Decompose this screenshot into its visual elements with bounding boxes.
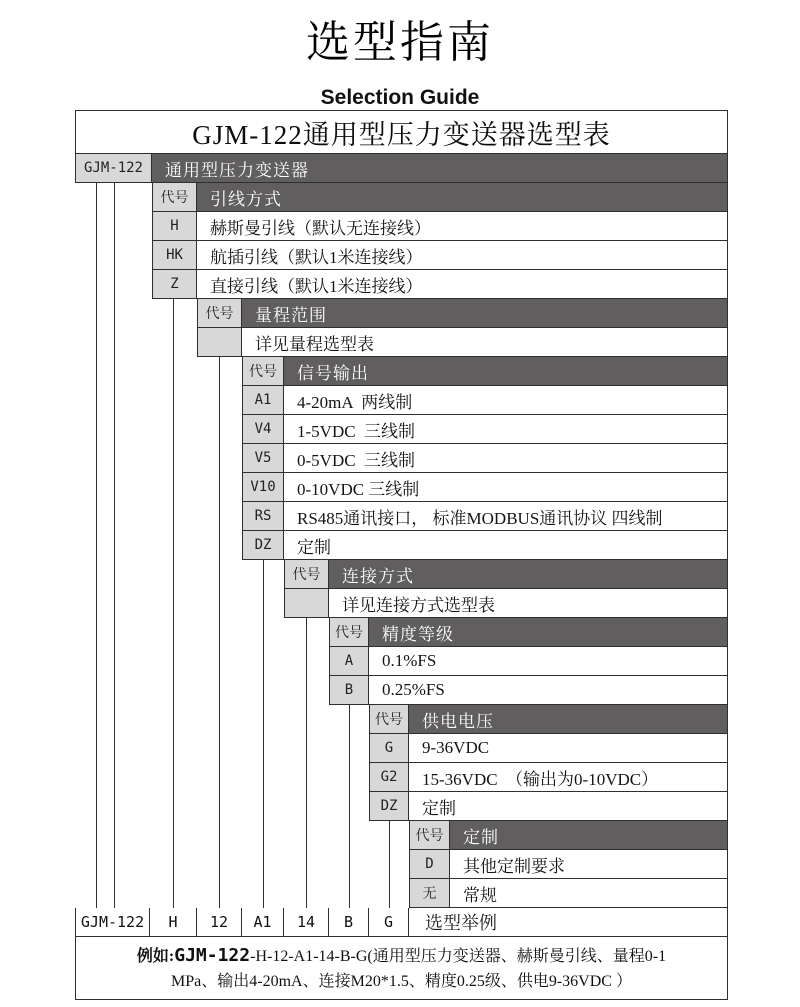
code-header-cell: 代号 — [197, 299, 242, 328]
example-cell: 14 — [284, 908, 329, 937]
group-header-row — [369, 705, 728, 734]
option-code: 无 — [409, 879, 450, 908]
option-row — [152, 270, 728, 299]
option-label: 航插引线（默认1米连接线） — [197, 241, 728, 270]
example-cell: A1 — [242, 908, 284, 937]
option-label: 详见连接方式选型表 — [329, 589, 728, 618]
option-label: 1-5VDC 三线制 — [284, 415, 728, 444]
table-title: GJM-122通用型压力变送器选型表 — [75, 110, 728, 154]
group-name: 量程范围 — [242, 299, 728, 328]
option-label: 定制 — [284, 531, 728, 560]
option-code — [284, 589, 329, 618]
group-name: 连接方式 — [329, 560, 728, 589]
connector-line — [306, 618, 307, 908]
group-name: 引线方式 — [197, 183, 728, 212]
group-header-row — [329, 618, 728, 647]
footer-line-1 — [137, 942, 666, 970]
option-code: G2 — [369, 763, 409, 792]
option-row — [369, 734, 728, 763]
option-code: HK — [152, 241, 197, 270]
code-header-cell: 代号 — [284, 560, 329, 589]
option-code: Z — [152, 270, 197, 299]
option-row — [369, 763, 728, 792]
page-title: 选型指南 — [306, 18, 494, 67]
connector-line — [114, 183, 115, 908]
option-code: D — [409, 850, 450, 879]
footer-model: GJM-122 — [174, 944, 251, 966]
footer-line1-rest: -H-12-A1-14-B-G(通用型压力变送器、赫斯曼引线、量程0-1 — [250, 947, 667, 965]
option-row — [409, 850, 728, 879]
option-label: 定制 — [409, 792, 728, 821]
example-cell: H — [150, 908, 197, 937]
option-row — [369, 792, 728, 821]
connector-line — [173, 299, 174, 908]
option-code: DZ — [242, 531, 284, 560]
option-row — [242, 473, 728, 502]
code-header-cell: 代号 — [329, 618, 369, 647]
option-row — [242, 444, 728, 473]
option-code: B — [329, 676, 369, 705]
option-label: 常规 — [450, 879, 728, 908]
group-name: 供电电压 — [409, 705, 728, 734]
example-cell: B — [329, 908, 369, 937]
selection-table — [75, 110, 728, 1000]
option-code: DZ — [369, 792, 409, 821]
connector-line — [96, 183, 97, 908]
table-title-row — [75, 110, 728, 154]
connector-line — [349, 705, 350, 908]
option-row — [152, 212, 728, 241]
option-code: V5 — [242, 444, 284, 473]
option-label: 4-20mA 两线制 — [284, 386, 728, 415]
option-label: 0-5VDC 三线制 — [284, 444, 728, 473]
group-header-row — [242, 357, 728, 386]
option-row — [242, 386, 728, 415]
example-cell-model: GJM-122 — [75, 908, 150, 937]
option-label: 直接引线（默认1米连接线） — [197, 270, 728, 299]
connector-line — [389, 821, 390, 908]
connector-line — [219, 357, 220, 908]
option-code: A — [329, 647, 369, 676]
example-row — [75, 908, 728, 937]
model-label-cell: 通用型压力变送器 — [152, 154, 728, 183]
footer-row — [75, 937, 728, 1000]
option-label: 0.25%FS — [369, 676, 728, 705]
code-header-cell: 代号 — [409, 821, 450, 850]
option-code: G — [369, 734, 409, 763]
code-header-cell: 代号 — [369, 705, 409, 734]
footer-line-2: MPa、输出4-20mA、连接M20*1.5、精度0.25级、供电9-36VDC ） — [171, 972, 632, 990]
example-cell: 12 — [197, 908, 242, 937]
page-header — [0, 6, 800, 110]
option-label: 0-10VDC 三线制 — [284, 473, 728, 502]
page-subtitle: Selection Guide — [320, 86, 480, 109]
option-row — [152, 241, 728, 270]
option-label: 其他定制要求 — [450, 850, 728, 879]
group-header-row — [409, 821, 728, 850]
option-label: 赫斯曼引线（默认无连接线） — [197, 212, 728, 241]
footer-prefix: 例如: — [136, 947, 175, 965]
group-header-row — [197, 299, 728, 328]
option-label: 15-36VDC （输出为0-10VDC） — [409, 763, 728, 792]
group-name: 精度等级 — [369, 618, 728, 647]
group-name: 信号输出 — [284, 357, 728, 386]
option-code: RS — [242, 502, 284, 531]
option-code: V10 — [242, 473, 284, 502]
option-row — [242, 415, 728, 444]
option-code: A1 — [242, 386, 284, 415]
model-row — [75, 154, 728, 183]
option-code — [197, 328, 242, 357]
group-name: 定制 — [450, 821, 728, 850]
option-row — [409, 879, 728, 908]
code-header-cell: 代号 — [152, 183, 197, 212]
footer-cell — [75, 937, 728, 1000]
model-code-cell: GJM-122 — [75, 154, 152, 183]
option-row — [242, 502, 728, 531]
option-row — [329, 676, 728, 705]
example-label: 选型举例 — [409, 908, 728, 937]
option-code: V4 — [242, 415, 284, 444]
group-header-row — [284, 560, 728, 589]
code-header-cell: 代号 — [242, 357, 284, 386]
option-row — [197, 328, 728, 357]
option-row — [329, 647, 728, 676]
example-cell: G — [369, 908, 409, 937]
option-label: RS485通讯接口， 标准MODBUS通讯协议 四线制 — [284, 502, 728, 531]
option-code: H — [152, 212, 197, 241]
connector-line — [263, 560, 264, 908]
option-row — [242, 531, 728, 560]
option-label: 0.1%FS — [369, 647, 728, 676]
group-header-row — [152, 183, 728, 212]
option-row — [284, 589, 728, 618]
option-label: 9-36VDC — [409, 734, 728, 763]
option-label: 详见量程选型表 — [242, 328, 728, 357]
